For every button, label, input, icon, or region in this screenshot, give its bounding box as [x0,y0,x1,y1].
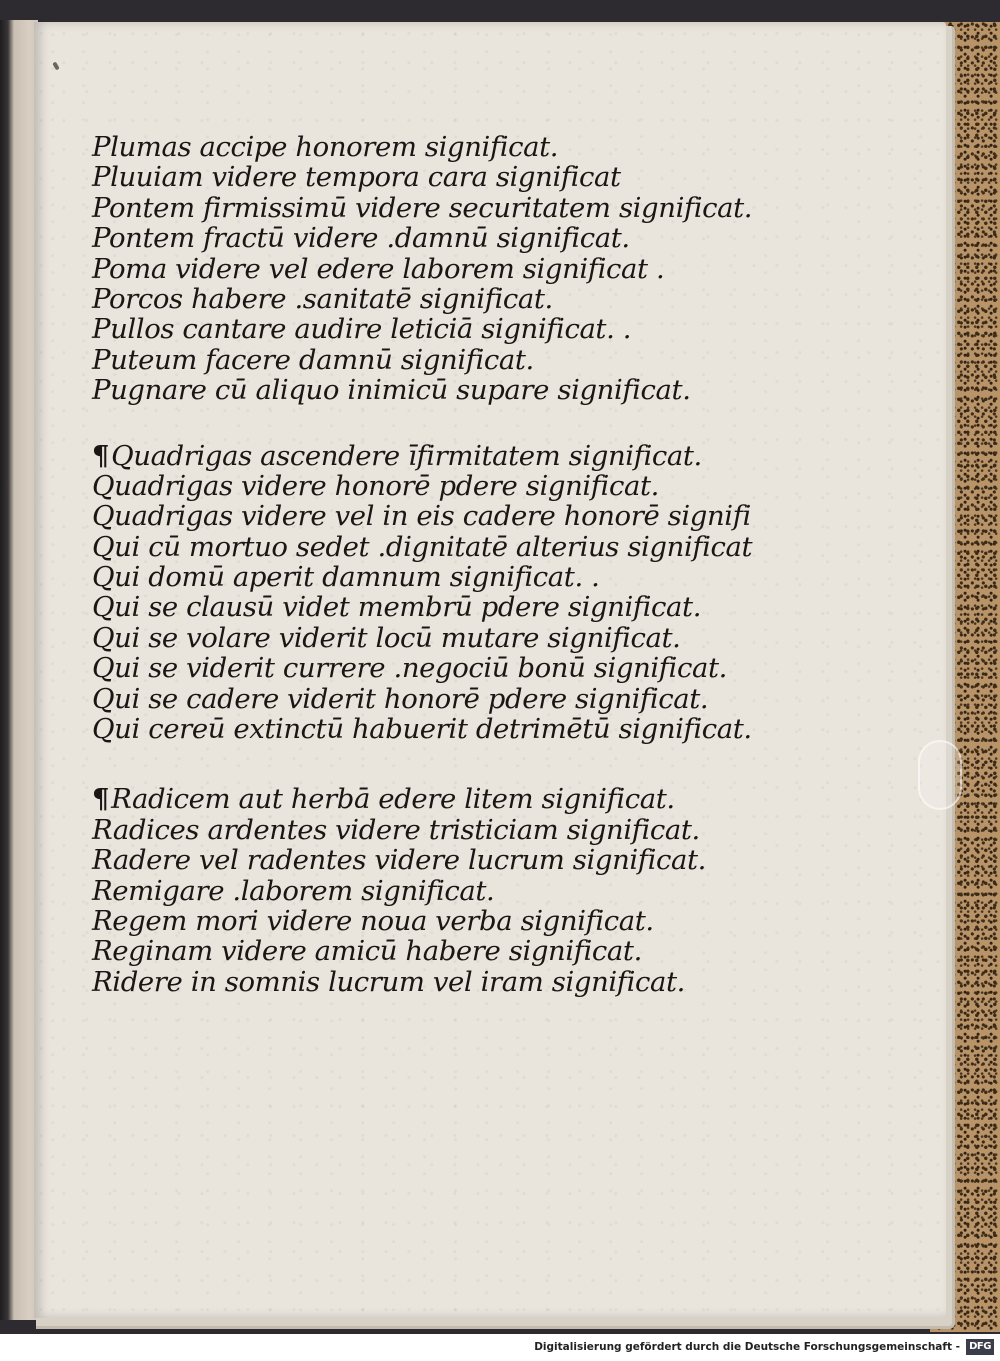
text-line: Ridere in somnis lucrum vel iram significat. [92,965,685,998]
text-line: Reginam videre amicū habere significat. [92,935,642,968]
text-line: Pugnare cū aliquo inimicū supare significat. [92,374,691,407]
text-line-content: Quadrigas ascendere īfirmitatem significat. [111,439,702,472]
funding-credit: Digitalisierung gefördert durch die Deutsche Forschungsgemeinschaft - [534,1341,960,1353]
text-line: Radices ardentes videre tristiciam significat. [92,813,700,846]
text-line: Radere vel radentes videre lucrum significat. [92,844,706,877]
section-gap [92,744,752,784]
text-line: Regem mori videre noua verba significat. [92,904,654,937]
pilcrow-mark: ¶ [92,783,110,816]
text-line: Quadrigas videre vel in eis cadere honorē signifi [92,500,751,533]
text-line: Qui se cadere viderit honorē pdere significat. [92,682,709,715]
text-line: Quadrigas videre honorē pdere significat. [92,469,659,502]
text-line: Pontem firmissimū videre securitatem significat. [92,191,753,224]
text-line: Plumas accipe honorem significat. [92,131,559,163]
text-line: Pontem fractū videre .damnū significat. [92,222,630,255]
text-block [92,132,752,997]
text-line: Qui cereū extinctū habuerit detrimētū significat. [92,713,752,746]
text-line: Qui domū aperit damnum significat. . [92,561,600,594]
text-line: Qui se viderit currere .negociū bonū significat. [92,652,727,685]
pilcrow-mark: ¶ [92,439,110,472]
text-line: Qui se volare viderit locū mutare significat. [92,621,681,654]
text-line [92,441,752,471]
page-clip [918,740,962,810]
section-p [92,132,752,406]
text-line: Porcos habere .sanitatē significat. [92,282,553,315]
text-line [92,784,752,814]
left-page-edge [0,20,38,1320]
text-line: Puteum facere damnū significat. [92,343,534,376]
footer-bar [0,1334,1000,1361]
section-gap [92,406,752,441]
text-line: Remigare .laborem significat. [92,874,495,907]
margin-marks: · [4,478,10,497]
text-line: Qui cū mortuo sedet .dignitatē alterius significat [92,530,753,563]
text-line-content: Radicem aut herbā edere litem significat. [111,783,675,816]
dfg-logo: DFG [966,1339,994,1355]
section-r [92,784,752,997]
text-line: Poma videre vel edere laborem significat . [92,252,665,285]
text-line: Pullos cantare audire leticiā significat. . [92,313,632,346]
text-line: Qui se clausū videt membrū pdere significat. [92,591,702,624]
section-q [92,441,752,745]
text-line: Pluuiam videre tempora cara significat [92,161,621,194]
